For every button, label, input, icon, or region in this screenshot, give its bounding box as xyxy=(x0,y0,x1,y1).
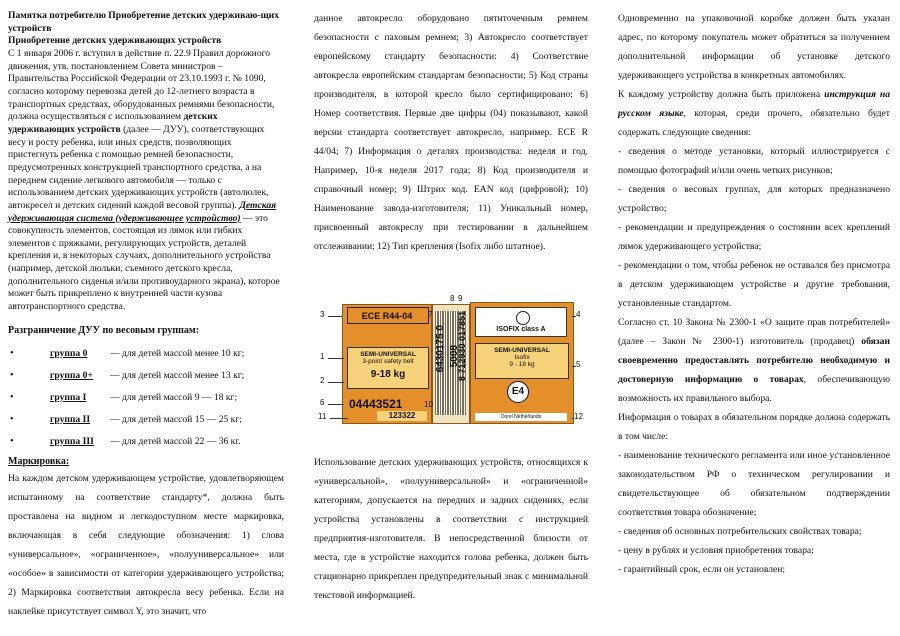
group-item: • группа II — для детей массой 15 — 25 кг; xyxy=(10,413,242,426)
semi-universal-box-2: SEMI-UNIVERSAL Isofix 9 - 18 kg xyxy=(475,343,569,379)
law-bold: обязан своевременно предоставлять потребителю необходимую и достоверную информацию о товарах xyxy=(618,335,890,385)
definition-term: Детская удерживающая система (удерживающее устройство) xyxy=(8,199,277,224)
leaflet-subtitle: Приобретение детских удерживающих устройств xyxy=(8,35,222,47)
callout-7: 7 xyxy=(428,310,433,319)
marking-continued-text: данное автокресло оборудовано пятиточечным ремнем безопасности с паховым ремнем; 3) Автокресло соответствует европейскому стандарту безопасности: 4) Соответствие автокресла европейским стандартам безопасности; 5) Код страны производителя, в которой кресло было сертифицировано; 6) Номер соответствия. Первые две цифры (04) показывают, какой версии стандарта соответствует автокресло, например. ECE R 44/04; 7) Информация о деталях производства: неделя и год. Например, 10-я неделя 2017 года; 8) Код производителя и справочный номер; 9) Штрих код. EAN код (цифровой); 10) Наименование завода-изготовителя; 11) Уникальный номер, присвоенный автокреслу при тестировании в дальнейшем отслеживании; 12) Тип крепления (Isofix либо штатное). xyxy=(314,13,588,252)
ece-label xyxy=(342,304,432,424)
intro-paragraph xyxy=(8,48,284,314)
law-paragraph: Согласно ст. 10 Закона № 2300-1 «О защите прав потребителей» (далее – Закон № 2300-1) изготовитель (продавец) обязан своевременно предоставлять потребителю необходимую и достоверную информацию о товарах, обеспечивающую возможность их правильного выбора. xyxy=(618,316,891,404)
callout-9: 9 xyxy=(458,294,463,303)
list-item: - наименование технического регламента или иное установленное законодательством РФ о техническом регулировании и свидетельствующее об обязательном подтверждении соответствия товара обозначение; xyxy=(618,449,890,518)
callout-5: 5 xyxy=(576,360,581,369)
group-item: • группа 0 — для детей массой менее 10 кг; xyxy=(10,347,245,360)
group-name: группа III xyxy=(50,435,94,447)
group-item: • группа III — для детей массой 22 — 36 кг. xyxy=(10,435,241,448)
intro-text-b: (далее — ДУУ), соответствующих весу и росту ребенка, или иных средств, позволяющих пристегнуть ребенка с помощью ремней безопасности, предусмотренных конструкцией транспортного средства, а на переднем сидение легкового автомобиля — только с использованием детских удерживающих устройств (автолюлек, автокресел и детских сидений каждой весовой группы). xyxy=(8,123,269,211)
column-3 xyxy=(618,10,890,580)
list-item: - рекомендации о том, чтобы ребенок не оставался без присмотра в детском удерживающем устройстве и другие требования, установленные стандартом. xyxy=(618,259,890,309)
group-desc: — для детей массой менее 10 кг; xyxy=(110,347,245,359)
packaging-address-text: Одновременно на упаковочной коробке должен быть указан адрес, по которому покупатель может обратиться за получением дополнительной информации об установке детского удерживающего устройства в конкретных автомобилях. xyxy=(618,13,890,81)
group-desc: — для детей массой 15 — 25 кг; xyxy=(110,413,242,425)
group-item: • группа 0+ — для детей массой менее 13 кг; xyxy=(10,369,245,382)
groups-heading: Разграничение ДУУ по весовым группам: xyxy=(8,324,200,336)
instruction-bold: инструкция на русском языке xyxy=(618,88,890,119)
callout-3: 3 xyxy=(320,310,325,319)
list-item: - цену в рублях и условия приобретения товара; xyxy=(618,544,814,556)
group-name: группа 0+ xyxy=(50,369,93,381)
list-item: - рекомендации и предупреждения о состоянии всех креплений лямок удерживающего устройства; xyxy=(618,221,890,252)
ece-code: ECE R44-04 xyxy=(361,311,413,321)
marking-text: На каждом детском удерживающем устройстве, удовлетворяющем испытанному на соответствие стандарту*, должна быть проставлена на видном и легкодоступном месте маркировка, включающая в себя следующие обозначения: 1) слова «универсальное», «ограниченное», «полууниверсальное» или «особое» в зависимости от категории удерживающего устройства; 2) Маркировка соответствия автокресла весу ребенка. Если на наклейке присутствует символ Y, это значит, что xyxy=(8,473,284,618)
info-required-text: Информация о товарах в обязательном порядке должна содержать в том числе: xyxy=(618,411,890,442)
group-desc: — для детей массой 22 — 36 кг. xyxy=(110,435,241,447)
child-seat-icon xyxy=(516,311,530,325)
list-item: - сведения о весовых группах, для которых предназначено устройство; xyxy=(618,183,890,214)
callout-4: 4 xyxy=(576,310,581,319)
intro-bold: детских удерживающих устройств xyxy=(8,111,218,135)
list-item: - сведения о методе установки, который иллюстрируется с помощью фотографий и/или очень четких рисунков; xyxy=(618,145,890,176)
intro-text-a: С 1 января 2006 г. вступил в действие п. 22.9 Правил дорожного движения, утв. постановлением Совета министров – Правительства Российской Федерации от 23.10.1993 г. № 1090, согласно которому перевозка детей до 12-летнего возраста в транспортных средствах, оборудованных ремнями безопасности, должна осуществляться с использованием xyxy=(8,47,275,123)
callout-10: 10 xyxy=(424,400,433,409)
callout-6: 6 xyxy=(320,398,325,407)
callout-11: 11 xyxy=(318,412,327,421)
isofix-label xyxy=(470,302,574,424)
column-2 xyxy=(314,10,588,257)
group-item: • группа I — для детей массой 9 — 18 кг; xyxy=(10,391,238,404)
list-item: - сведения об основных потребительских свойствах товара; xyxy=(618,525,862,537)
semi-universal-box: SEMI-UNIVERSAL 3-point safety belt 9-18 kg xyxy=(347,347,429,389)
callout-8: 8 xyxy=(450,294,455,303)
isofix-box: ISOFIX class A xyxy=(475,307,567,337)
manufacturer-name: Dorel Netherlands xyxy=(475,413,567,421)
seat-label-figure xyxy=(316,296,588,436)
leaflet-title: Памятка потребителю Приобретение детских удерживаю-щих устройств xyxy=(8,10,279,34)
groups-list xyxy=(8,343,284,453)
callout-12: 12 xyxy=(574,412,583,421)
column-2-bottom xyxy=(314,454,588,606)
serial-number: 123322 xyxy=(377,411,427,421)
group-desc: — для детей массой 9 — 18 кг; xyxy=(110,391,238,403)
usage-text: Использование детских удерживающих устройств, относящихся к «универсальной», «полууниверсальной» и «ограниченной» категориям, допускается на передних и задних сидениях, если устройства установлены в соответствии с инструкцией предприятия-изготовителя. В непосредственной близости от места, где в устройстве находится голова ребенка, должен быть стационарно прикреплен предупредительный знак с минимальной текстовой информацией. xyxy=(314,457,588,601)
group-name: группа 0 xyxy=(50,347,88,359)
barcode-label: 6430175 0 5008 8 712930 017851 xyxy=(432,304,470,424)
barcode-number: 8 712930 017851 xyxy=(457,311,467,382)
instruction-paragraph: К каждому устройству должна быть приложена инструкция на русском языке, которая, среди прочего, обязательно будет содержать следующие сведения: xyxy=(618,88,890,138)
marking-heading: Маркировка: xyxy=(8,455,70,467)
callout-1: 1 xyxy=(320,352,325,361)
group-name: группа I xyxy=(50,391,87,403)
e4-mark: E4 xyxy=(507,381,529,403)
group-name: группа II xyxy=(50,413,91,425)
column-1 xyxy=(8,10,284,622)
list-item: - гарантийный срок, если он установлен; xyxy=(618,563,786,575)
definition-text: — это совокупность элементов, состоящая из лямок или гибких элементов с пряжками, регулирующих устройств, деталей крепления и, в некоторых случаях, дополнительного устройства (например, детской люльки, съемного детского кресла, дополнительного сиденья и/или противоударного экрана), которое может быть прикреплено к внутренней части кузова автотранспортного средства. xyxy=(8,212,280,313)
approval-number: 04443521 xyxy=(349,397,403,411)
group-desc: — для детей массой менее 13 кг; xyxy=(110,369,245,381)
callout-2: 2 xyxy=(320,376,325,385)
